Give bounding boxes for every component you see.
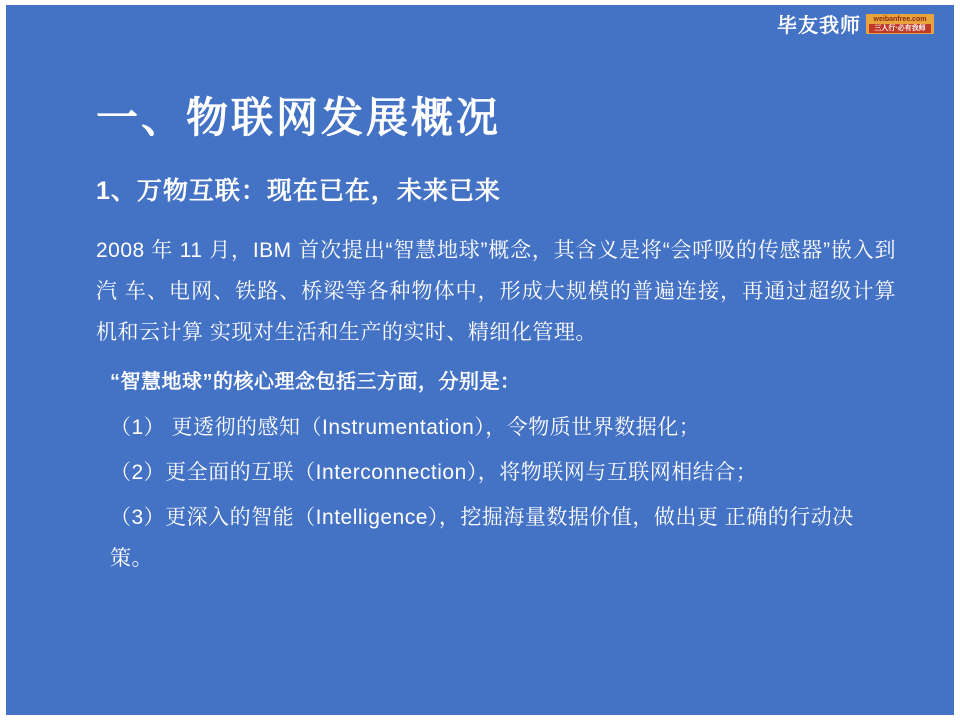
page-title: 一、物联网发展概况 bbox=[96, 94, 502, 142]
slide-edge-bottom bbox=[0, 715, 960, 720]
list-item: （1） 更透彻的感知（Instrumentation），令物质世界数据化； bbox=[110, 416, 701, 439]
list-item: （3）更深入的智能（Intelligence），挖掘海量数据价值，做出更 正确的行动决策。 bbox=[110, 506, 854, 570]
slide-body bbox=[96, 174, 896, 579]
slide-edge-left bbox=[0, 0, 6, 720]
slide-edge-right bbox=[954, 0, 960, 720]
section-subheading: 1、万物互联：现在已在，未来已来 bbox=[96, 177, 501, 205]
brand-badge-url: weibanfree.com bbox=[873, 16, 927, 23]
brand-logo bbox=[777, 14, 934, 38]
brand-badge bbox=[866, 14, 934, 34]
list-item: （2）更全面的互联（Interconnection），将物联网与互联网相结合； bbox=[110, 461, 758, 484]
brand-badge-slogan: 三人行·必有我师 bbox=[869, 24, 931, 33]
slide-edge-top bbox=[0, 0, 960, 5]
core-concepts-lead: “智慧地球”的核心理念包括三方面，分别是： bbox=[110, 371, 521, 393]
intro-paragraph: 2008 年 11 月，IBM 首次提出“智慧地球”概念，其含义是将“会呼吸的传感器”嵌入到汽 车、电网、铁路、桥梁等各种物体中，形成大规模的普遍连接，再通过超级计算机和云计算 实现对生活和生产的实时、精细化管理。 bbox=[96, 239, 896, 344]
brand-name: 毕友我师 bbox=[777, 15, 861, 37]
